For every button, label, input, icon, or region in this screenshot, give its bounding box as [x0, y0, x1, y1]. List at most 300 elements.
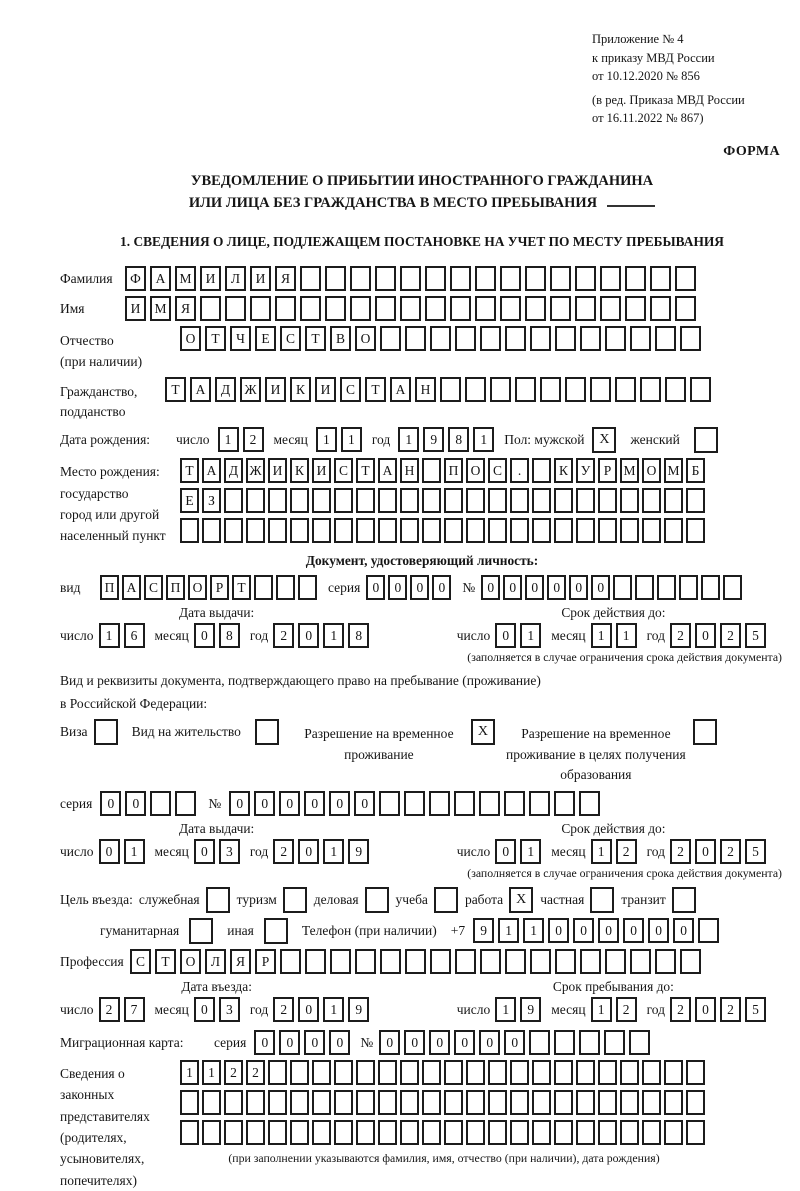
char-box[interactable] [613, 575, 632, 600]
char-box[interactable]: 0 [623, 918, 644, 943]
char-box[interactable]: 0 [194, 623, 215, 648]
char-box[interactable] [268, 1120, 287, 1145]
char-box[interactable] [466, 518, 485, 543]
char-box[interactable]: 7 [124, 997, 145, 1022]
char-box[interactable] [575, 296, 596, 321]
char-box[interactable] [675, 296, 696, 321]
char-box[interactable] [701, 575, 720, 600]
char-box[interactable] [246, 488, 265, 513]
char-box[interactable]: Т [180, 458, 199, 483]
char-box[interactable]: Я [230, 949, 251, 974]
char-box[interactable] [642, 1060, 661, 1085]
char-box[interactable] [422, 518, 441, 543]
char-box[interactable] [330, 949, 351, 974]
char-box[interactable] [444, 1060, 463, 1085]
char-box[interactable] [300, 296, 321, 321]
char-box[interactable] [576, 1090, 595, 1115]
char-box[interactable]: О [188, 575, 207, 600]
char-box[interactable] [664, 1090, 683, 1115]
char-box[interactable]: А [202, 458, 221, 483]
char-box[interactable] [290, 518, 309, 543]
char-box[interactable]: 2 [670, 623, 691, 648]
char-box[interactable] [350, 266, 371, 291]
char-box[interactable]: 1 [616, 623, 637, 648]
char-box[interactable]: М [620, 458, 639, 483]
char-box[interactable]: 0 [354, 791, 375, 816]
char-box[interactable] [642, 488, 661, 513]
char-box[interactable]: Я [275, 266, 296, 291]
char-box[interactable]: Т [165, 377, 186, 402]
char-box[interactable]: 8 [448, 427, 469, 452]
char-box[interactable] [698, 918, 719, 943]
char-box[interactable] [554, 1090, 573, 1115]
char-box[interactable] [604, 1030, 625, 1055]
char-box[interactable]: 2 [99, 997, 120, 1022]
male-checkbox[interactable]: X [592, 427, 616, 453]
char-box[interactable]: Я [175, 296, 196, 321]
char-box[interactable] [635, 575, 654, 600]
char-box[interactable] [488, 488, 507, 513]
char-box[interactable] [480, 326, 501, 351]
char-box[interactable]: 0 [404, 1030, 425, 1055]
char-box[interactable] [605, 326, 626, 351]
char-box[interactable]: З [202, 488, 221, 513]
char-box[interactable] [268, 1090, 287, 1115]
char-box[interactable]: Ж [246, 458, 265, 483]
char-box[interactable]: 0 [504, 1030, 525, 1055]
char-box[interactable] [554, 1120, 573, 1145]
char-box[interactable] [246, 1120, 265, 1145]
char-box[interactable] [500, 266, 521, 291]
char-box[interactable] [675, 266, 696, 291]
char-box[interactable] [488, 1090, 507, 1115]
char-box[interactable] [664, 1060, 683, 1085]
char-box[interactable] [379, 791, 400, 816]
char-box[interactable]: 0 [481, 575, 500, 600]
char-box[interactable] [254, 575, 273, 600]
char-box[interactable] [400, 296, 421, 321]
char-box[interactable]: И [200, 266, 221, 291]
char-box[interactable]: 0 [100, 791, 121, 816]
char-box[interactable] [479, 791, 500, 816]
char-box[interactable]: 5 [745, 997, 766, 1022]
purpose-private-checkbox[interactable] [590, 887, 614, 913]
char-box[interactable]: 0 [379, 1030, 400, 1055]
char-box[interactable]: О [466, 458, 485, 483]
char-box[interactable] [312, 488, 331, 513]
purpose-business-checkbox[interactable] [365, 887, 389, 913]
char-box[interactable] [642, 1120, 661, 1145]
char-box[interactable]: 1 [218, 427, 239, 452]
char-box[interactable] [576, 1120, 595, 1145]
char-box[interactable]: И [125, 296, 146, 321]
char-box[interactable] [686, 488, 705, 513]
char-box[interactable]: 5 [745, 839, 766, 864]
char-box[interactable] [723, 575, 742, 600]
char-box[interactable]: И [312, 458, 331, 483]
char-box[interactable] [325, 296, 346, 321]
purpose-other-checkbox[interactable] [264, 918, 288, 944]
char-box[interactable]: 0 [695, 623, 716, 648]
char-box[interactable]: 2 [670, 997, 691, 1022]
char-box[interactable] [312, 1060, 331, 1085]
char-box[interactable] [422, 488, 441, 513]
char-box[interactable] [615, 377, 636, 402]
char-box[interactable]: П [100, 575, 119, 600]
char-box[interactable]: 9 [348, 997, 369, 1022]
char-box[interactable] [620, 1120, 639, 1145]
char-box[interactable] [510, 1120, 529, 1145]
char-box[interactable] [202, 1090, 221, 1115]
char-box[interactable]: 0 [525, 575, 544, 600]
char-box[interactable]: Р [255, 949, 276, 974]
char-box[interactable] [605, 949, 626, 974]
char-box[interactable]: 1 [398, 427, 419, 452]
char-box[interactable] [650, 296, 671, 321]
char-box[interactable] [554, 1060, 573, 1085]
char-box[interactable] [350, 296, 371, 321]
char-box[interactable]: О [642, 458, 661, 483]
char-box[interactable]: 1 [99, 623, 120, 648]
char-box[interactable]: 0 [495, 623, 516, 648]
female-checkbox[interactable] [694, 427, 718, 453]
char-box[interactable]: О [355, 326, 376, 351]
char-box[interactable] [630, 326, 651, 351]
char-box[interactable] [455, 949, 476, 974]
temp-residence-edu-checkbox[interactable] [693, 719, 717, 745]
char-box[interactable] [312, 1090, 331, 1115]
char-box[interactable]: 1 [180, 1060, 199, 1085]
char-box[interactable] [280, 949, 301, 974]
char-box[interactable] [276, 575, 295, 600]
char-box[interactable] [629, 1030, 650, 1055]
char-box[interactable] [510, 1060, 529, 1085]
char-box[interactable]: 1 [520, 839, 541, 864]
char-box[interactable]: 1 [498, 918, 519, 943]
char-box[interactable] [175, 791, 196, 816]
char-box[interactable] [554, 791, 575, 816]
char-box[interactable]: Н [415, 377, 436, 402]
char-box[interactable]: А [390, 377, 411, 402]
char-box[interactable]: 1 [341, 427, 362, 452]
char-box[interactable]: 0 [573, 918, 594, 943]
char-box[interactable] [405, 949, 426, 974]
char-box[interactable] [630, 949, 651, 974]
char-box[interactable] [454, 791, 475, 816]
char-box[interactable]: 0 [598, 918, 619, 943]
char-box[interactable] [180, 1090, 199, 1115]
char-box[interactable] [600, 296, 621, 321]
char-box[interactable] [680, 949, 701, 974]
char-box[interactable]: 0 [495, 839, 516, 864]
char-box[interactable] [686, 1090, 705, 1115]
char-box[interactable]: С [488, 458, 507, 483]
char-box[interactable] [275, 296, 296, 321]
char-box[interactable]: 0 [429, 1030, 450, 1055]
char-box[interactable]: М [664, 458, 683, 483]
char-box[interactable]: С [144, 575, 163, 600]
char-box[interactable]: У [576, 458, 595, 483]
char-box[interactable] [375, 266, 396, 291]
char-box[interactable]: С [334, 458, 353, 483]
char-box[interactable] [554, 518, 573, 543]
char-box[interactable]: С [130, 949, 151, 974]
char-box[interactable] [525, 296, 546, 321]
char-box[interactable] [505, 949, 526, 974]
char-box[interactable] [400, 1120, 419, 1145]
char-box[interactable]: 0 [194, 997, 215, 1022]
char-box[interactable] [532, 1060, 551, 1085]
char-box[interactable] [444, 1120, 463, 1145]
char-box[interactable] [422, 1120, 441, 1145]
char-box[interactable] [268, 518, 287, 543]
char-box[interactable] [579, 791, 600, 816]
char-box[interactable]: П [166, 575, 185, 600]
char-box[interactable]: 0 [410, 575, 429, 600]
char-box[interactable] [180, 518, 199, 543]
char-box[interactable] [686, 1060, 705, 1085]
char-box[interactable]: 2 [616, 839, 637, 864]
char-box[interactable] [325, 266, 346, 291]
char-box[interactable]: С [280, 326, 301, 351]
char-box[interactable] [378, 1120, 397, 1145]
char-box[interactable] [532, 518, 551, 543]
char-box[interactable]: 1 [523, 918, 544, 943]
char-box[interactable]: 6 [124, 623, 145, 648]
char-box[interactable] [400, 266, 421, 291]
char-box[interactable]: 0 [279, 791, 300, 816]
purpose-transit-checkbox[interactable] [672, 887, 696, 913]
char-box[interactable]: А [150, 266, 171, 291]
char-box[interactable]: 5 [745, 623, 766, 648]
char-box[interactable] [465, 377, 486, 402]
char-box[interactable] [430, 326, 451, 351]
char-box[interactable]: Ж [240, 377, 261, 402]
char-box[interactable] [598, 488, 617, 513]
char-box[interactable]: 0 [548, 918, 569, 943]
char-box[interactable] [290, 1120, 309, 1145]
char-box[interactable] [224, 488, 243, 513]
char-box[interactable]: 0 [304, 791, 325, 816]
char-box[interactable] [455, 326, 476, 351]
char-box[interactable] [246, 518, 265, 543]
char-box[interactable] [400, 1060, 419, 1085]
char-box[interactable] [202, 1120, 221, 1145]
char-box[interactable] [576, 488, 595, 513]
char-box[interactable] [598, 518, 617, 543]
char-box[interactable] [300, 266, 321, 291]
char-box[interactable] [250, 296, 271, 321]
char-box[interactable] [655, 326, 676, 351]
char-box[interactable] [576, 1060, 595, 1085]
char-box[interactable] [529, 1030, 550, 1055]
char-box[interactable] [620, 1090, 639, 1115]
char-box[interactable] [429, 791, 450, 816]
char-box[interactable]: 0 [329, 791, 350, 816]
char-box[interactable] [529, 791, 550, 816]
char-box[interactable] [466, 488, 485, 513]
char-box[interactable]: Ч [230, 326, 251, 351]
char-box[interactable]: В [330, 326, 351, 351]
char-box[interactable]: 0 [479, 1030, 500, 1055]
char-box[interactable]: 2 [670, 839, 691, 864]
char-box[interactable] [686, 1120, 705, 1145]
char-box[interactable]: 2 [720, 623, 741, 648]
char-box[interactable]: А [378, 458, 397, 483]
char-box[interactable]: Е [255, 326, 276, 351]
char-box[interactable]: 0 [695, 839, 716, 864]
char-box[interactable]: 0 [254, 791, 275, 816]
char-box[interactable]: . [510, 458, 529, 483]
char-box[interactable] [422, 1060, 441, 1085]
char-box[interactable]: Ф [125, 266, 146, 291]
char-box[interactable] [290, 1090, 309, 1115]
char-box[interactable] [312, 518, 331, 543]
char-box[interactable] [356, 488, 375, 513]
char-box[interactable] [425, 266, 446, 291]
char-box[interactable] [334, 1090, 353, 1115]
char-box[interactable]: 0 [125, 791, 146, 816]
char-box[interactable]: Л [225, 266, 246, 291]
char-box[interactable]: Т [205, 326, 226, 351]
char-box[interactable] [642, 518, 661, 543]
char-box[interactable]: 0 [366, 575, 385, 600]
char-box[interactable]: 0 [298, 839, 319, 864]
char-box[interactable]: 1 [323, 997, 344, 1022]
char-box[interactable] [422, 1090, 441, 1115]
char-box[interactable] [466, 1060, 485, 1085]
purpose-humanitarian-checkbox[interactable] [189, 918, 213, 944]
char-box[interactable] [378, 518, 397, 543]
char-box[interactable]: П [444, 458, 463, 483]
char-box[interactable] [475, 266, 496, 291]
char-box[interactable]: И [265, 377, 286, 402]
char-box[interactable]: 1 [495, 997, 516, 1022]
char-box[interactable]: 1 [323, 623, 344, 648]
char-box[interactable] [600, 266, 621, 291]
char-box[interactable] [334, 518, 353, 543]
char-box[interactable] [298, 575, 317, 600]
char-box[interactable] [440, 377, 461, 402]
purpose-tourism-checkbox[interactable] [283, 887, 307, 913]
char-box[interactable] [475, 296, 496, 321]
char-box[interactable] [180, 1120, 199, 1145]
char-box[interactable] [480, 949, 501, 974]
char-box[interactable]: 0 [254, 1030, 275, 1055]
char-box[interactable] [554, 1030, 575, 1055]
char-box[interactable] [356, 518, 375, 543]
char-box[interactable]: 9 [473, 918, 494, 943]
char-box[interactable]: Д [215, 377, 236, 402]
char-box[interactable] [356, 1060, 375, 1085]
char-box[interactable]: 1 [316, 427, 337, 452]
char-box[interactable]: 9 [520, 997, 541, 1022]
visa-checkbox[interactable] [94, 719, 118, 745]
char-box[interactable] [400, 488, 419, 513]
char-box[interactable] [380, 949, 401, 974]
char-box[interactable] [525, 266, 546, 291]
char-box[interactable]: 0 [454, 1030, 475, 1055]
char-box[interactable]: К [290, 377, 311, 402]
char-box[interactable]: Л [205, 949, 226, 974]
char-box[interactable]: 9 [423, 427, 444, 452]
char-box[interactable]: О [180, 326, 201, 351]
char-box[interactable]: 0 [329, 1030, 350, 1055]
char-box[interactable] [488, 518, 507, 543]
purpose-official-checkbox[interactable] [206, 887, 230, 913]
char-box[interactable] [378, 1060, 397, 1085]
char-box[interactable] [680, 326, 701, 351]
char-box[interactable] [200, 296, 221, 321]
char-box[interactable]: Т [356, 458, 375, 483]
char-box[interactable]: 0 [304, 1030, 325, 1055]
char-box[interactable] [664, 1120, 683, 1145]
char-box[interactable] [225, 296, 246, 321]
char-box[interactable]: 2 [720, 997, 741, 1022]
char-box[interactable] [620, 488, 639, 513]
char-box[interactable] [378, 488, 397, 513]
char-box[interactable] [488, 1060, 507, 1085]
char-box[interactable]: Т [305, 326, 326, 351]
char-box[interactable]: Т [365, 377, 386, 402]
char-box[interactable] [565, 377, 586, 402]
char-box[interactable]: 0 [547, 575, 566, 600]
char-box[interactable]: 8 [348, 623, 369, 648]
char-box[interactable]: 9 [348, 839, 369, 864]
char-box[interactable]: 1 [202, 1060, 221, 1085]
char-box[interactable] [380, 326, 401, 351]
char-box[interactable] [510, 1090, 529, 1115]
char-box[interactable]: Т [232, 575, 251, 600]
char-box[interactable] [466, 1090, 485, 1115]
char-box[interactable] [655, 949, 676, 974]
char-box[interactable] [444, 518, 463, 543]
char-box[interactable] [530, 326, 551, 351]
char-box[interactable] [620, 1060, 639, 1085]
char-box[interactable]: О [180, 949, 201, 974]
char-box[interactable] [550, 266, 571, 291]
char-box[interactable] [505, 326, 526, 351]
char-box[interactable] [444, 488, 463, 513]
char-box[interactable] [575, 266, 596, 291]
char-box[interactable] [430, 949, 451, 974]
char-box[interactable]: 0 [648, 918, 669, 943]
char-box[interactable]: Н [400, 458, 419, 483]
char-box[interactable] [405, 326, 426, 351]
char-box[interactable] [550, 296, 571, 321]
char-box[interactable] [642, 1090, 661, 1115]
char-box[interactable] [555, 949, 576, 974]
char-box[interactable] [224, 518, 243, 543]
char-box[interactable]: 3 [219, 997, 240, 1022]
char-box[interactable]: 2 [273, 839, 294, 864]
char-box[interactable] [580, 949, 601, 974]
char-box[interactable] [224, 1090, 243, 1115]
char-box[interactable] [356, 1120, 375, 1145]
char-box[interactable] [510, 488, 529, 513]
char-box[interactable] [679, 575, 698, 600]
char-box[interactable] [625, 296, 646, 321]
char-box[interactable] [290, 1060, 309, 1085]
char-box[interactable]: 0 [279, 1030, 300, 1055]
char-box[interactable]: 1 [591, 997, 612, 1022]
char-box[interactable]: И [268, 458, 287, 483]
char-box[interactable] [444, 1090, 463, 1115]
char-box[interactable]: 1 [124, 839, 145, 864]
char-box[interactable]: 2 [273, 623, 294, 648]
char-box[interactable] [598, 1090, 617, 1115]
char-box[interactable] [579, 1030, 600, 1055]
